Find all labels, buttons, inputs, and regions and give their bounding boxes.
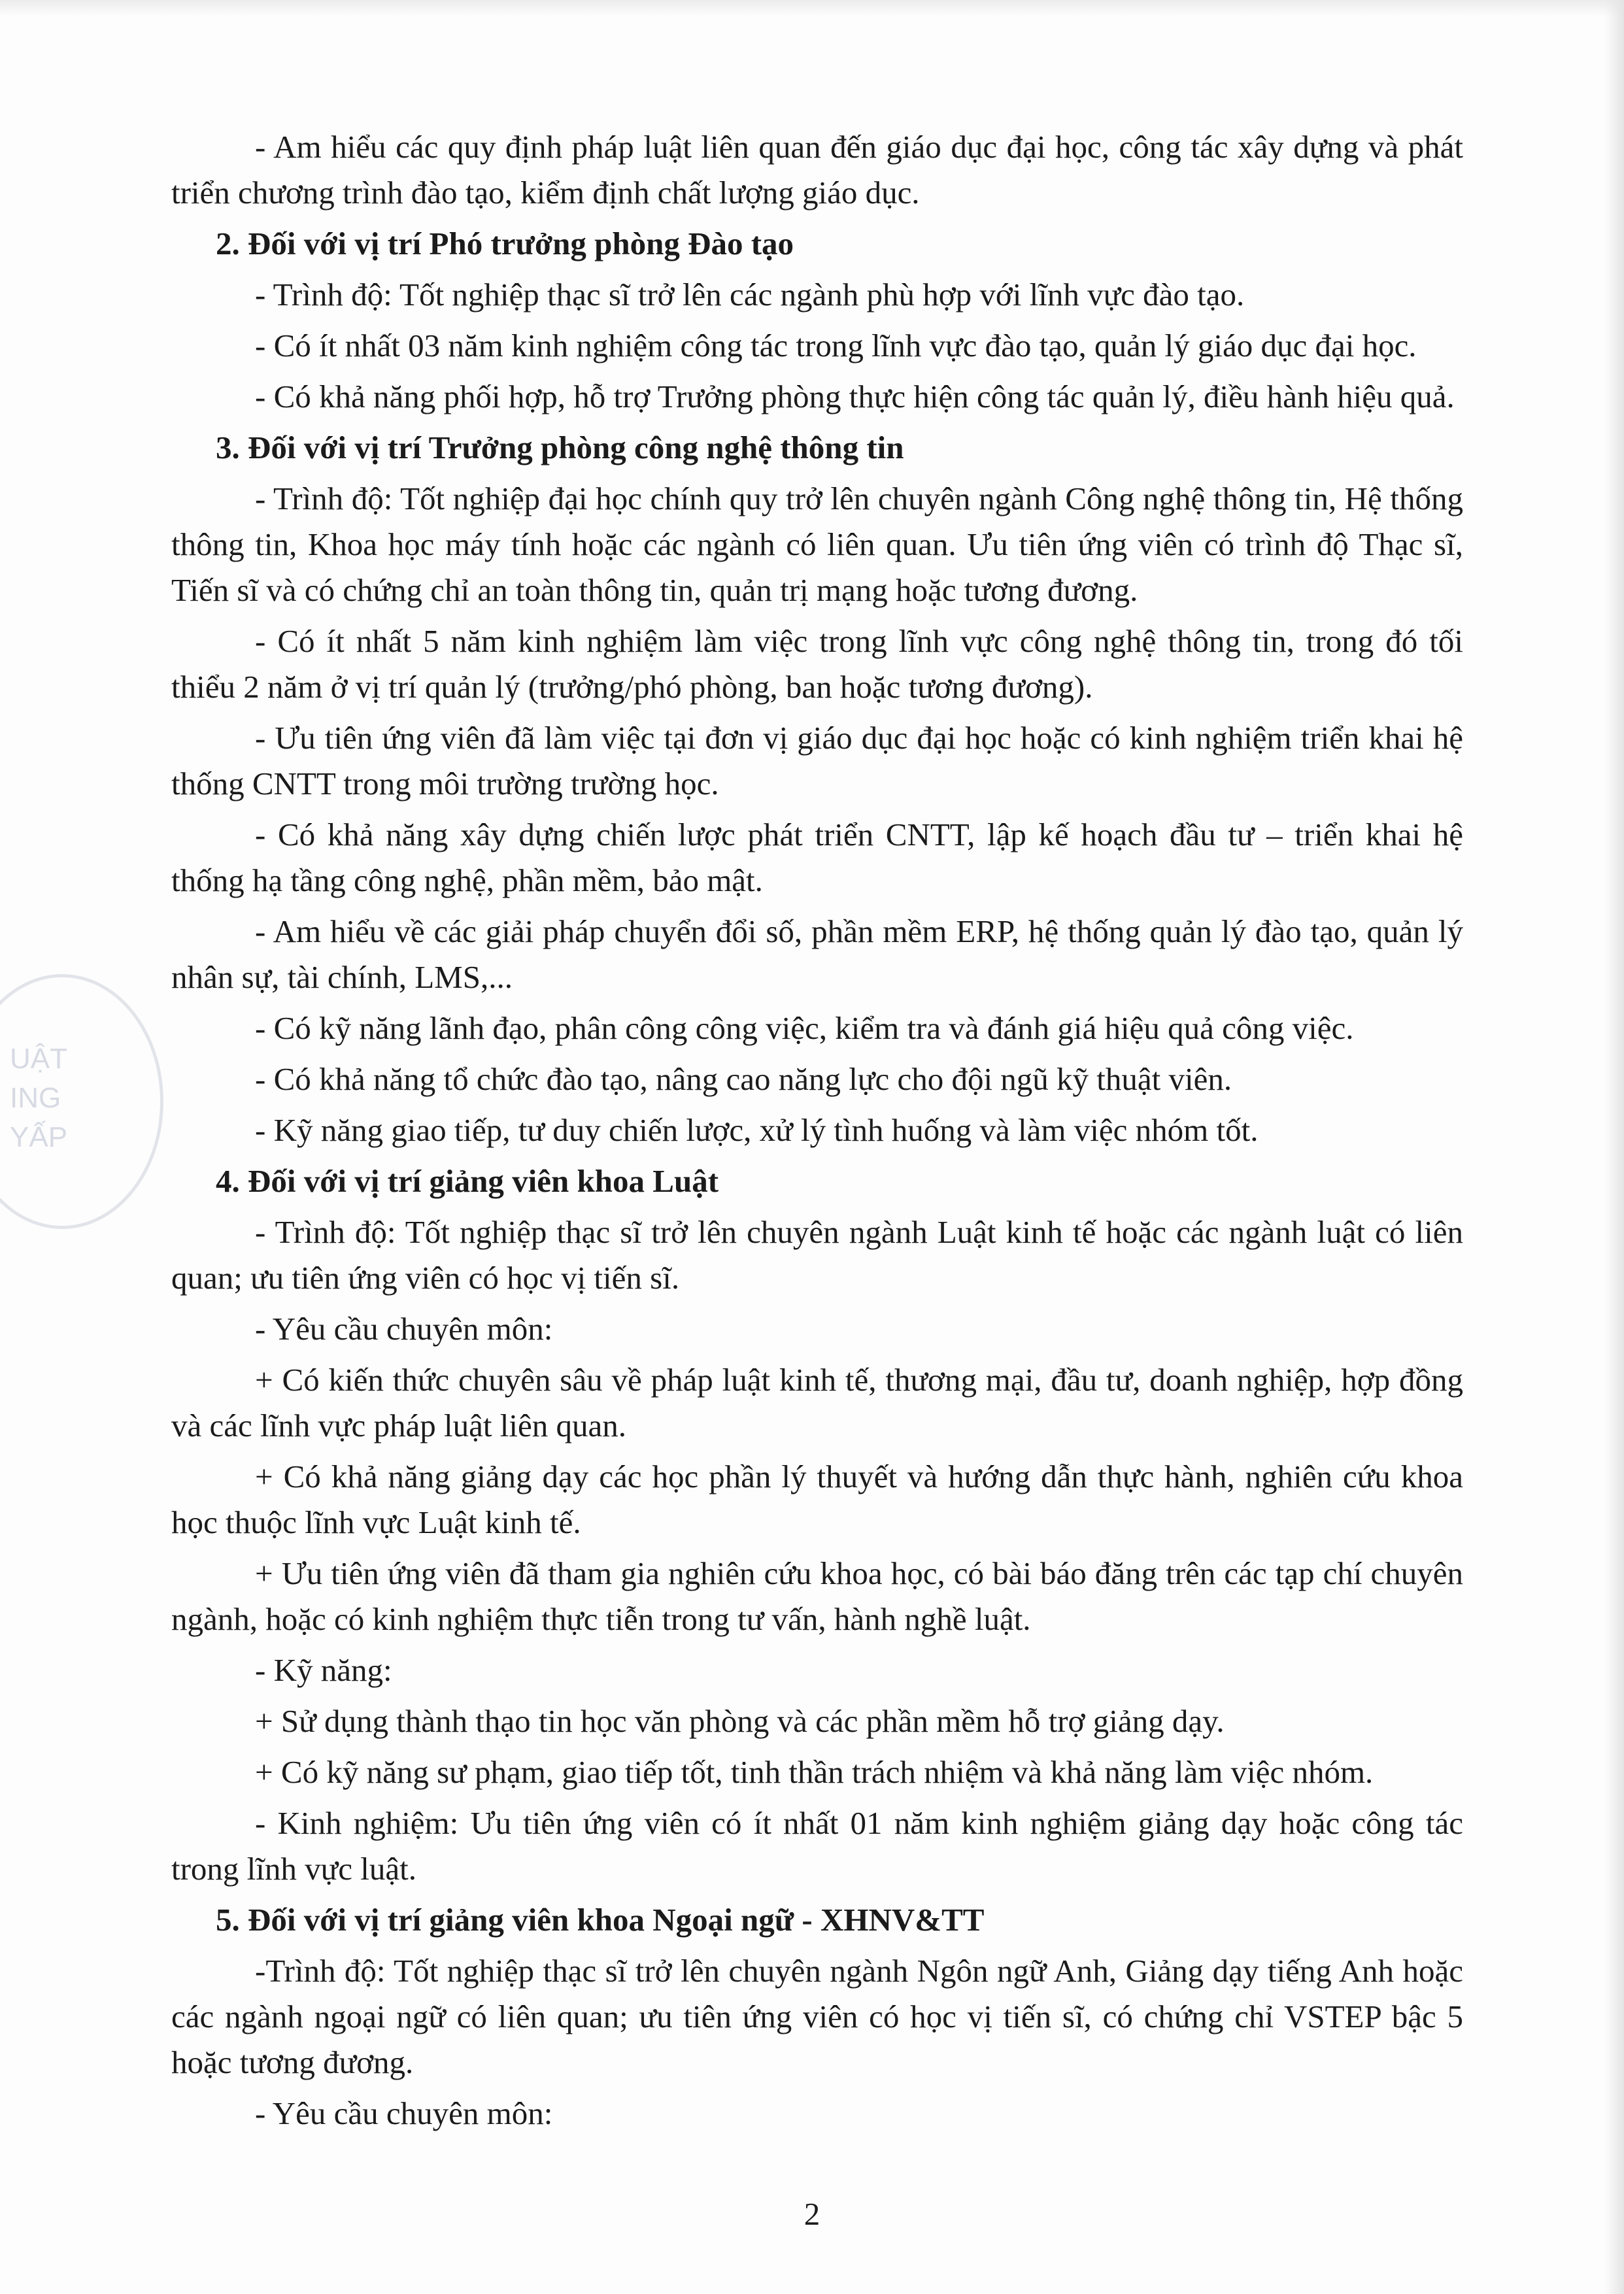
stamp-line: ING <box>10 1082 61 1114</box>
stamp-line: UẬT <box>10 1043 67 1075</box>
paragraph: - Kỹ năng: <box>255 1652 392 1688</box>
paragraph: + Có kiến thức chuyên sâu về pháp luật kinh tế, thương mại, đầu tư, doanh nghiệp, hợp đồng và các lĩnh vực pháp luật liên quan. <box>171 1362 1463 1443</box>
paragraph: - Có khả năng phối hợp, hỗ trợ Trưởng phòng thực hiện công tác quản lý, điều hành hiệu quả. <box>255 379 1455 414</box>
document-body <box>171 124 1463 2136</box>
scan-shadow-right <box>1604 0 1624 2294</box>
paragraph: - Ưu tiên ứng viên đã làm việc tại đơn vị giáo dục đại học hoặc có kinh nghiệm triển khai hệ thống CNTT trong môi trường trường học. <box>171 720 1463 801</box>
paragraph: + Có kỹ năng sư phạm, giao tiếp tốt, tinh thần trách nhiệm và khả năng làm việc nhóm. <box>255 1754 1374 1790</box>
paragraph: - Kỹ năng giao tiếp, tư duy chiến lược, xử lý tình huống và làm việc nhóm tốt. <box>255 1112 1259 1148</box>
paragraph: - Am hiểu về các giải pháp chuyển đổi số, phần mềm ERP, hệ thống quản lý đào tạo, quản lý nhân sự, tài chính, LMS,... <box>171 913 1463 995</box>
section-heading: 3. Đối với vị trí Trưởng phòng công nghệ thông tin <box>216 430 904 465</box>
paragraph: - Có ít nhất 03 năm kinh nghiệm công tác trong lĩnh vực đào tạo, quản lý giáo dục đại học. <box>255 328 1417 363</box>
paragraph: - Có khả năng tổ chức đào tạo, nâng cao năng lực cho đội ngũ kỹ thuật viên. <box>255 1061 1232 1097</box>
faded-stamp <box>0 974 163 1229</box>
paragraph: - Yêu cầu chuyên môn: <box>255 2095 553 2131</box>
paragraph: + Ưu tiên ứng viên đã tham gia nghiên cứu khoa học, có bài báo đăng trên các tạp chí chuyên ngành, hoặc có kinh nghiệm thực tiễn trong tư vấn, hành nghề luật. <box>171 1555 1463 1637</box>
stamp-line: YẤP <box>10 1121 68 1153</box>
paragraph: - Yêu cầu chuyên môn: <box>255 1311 553 1347</box>
paragraph: - Có ít nhất 5 năm kinh nghiệm làm việc trong lĩnh vực công nghệ thông tin, trong đó tối thiểu 2 năm ở vị trí quản lý (trưởng/phó phòng, ban hoặc tương đương). <box>171 623 1463 705</box>
paragraph: - Am hiểu các quy định pháp luật liên quan đến giáo dục đại học, công tác xây dựng và phát triển chương trình đào tạo, kiểm định chất lượng giáo dục. <box>171 129 1463 211</box>
section-heading: 2. Đối với vị trí Phó trưởng phòng Đào tạo <box>216 226 794 261</box>
scan-shadow-top <box>0 0 1624 17</box>
section-heading: 4. Đối với vị trí giảng viên khoa Luật <box>216 1163 719 1199</box>
paragraph: -Trình độ: Tốt nghiệp thạc sĩ trở lên chuyên ngành Ngôn ngữ Anh, Giảng dạy tiếng Anh hoặc các ngành ngoại ngữ có liên quan; ưu tiên ứng viên có học vị tiến sĩ, có chứng chỉ VSTEP bậc 5 hoặc tương đương. <box>171 1953 1463 2080</box>
paragraph: + Có khả năng giảng dạy các học phần lý thuyết và hướng dẫn thực hành, nghiên cứu khoa học thuộc lĩnh vực Luật kinh tế. <box>171 1459 1463 1540</box>
paragraph: - Trình độ: Tốt nghiệp đại học chính quy trở lên chuyên ngành Công nghệ thông tin, Hệ thống thông tin, Khoa học máy tính hoặc các ngành có liên quan. Ưu tiên ứng viên có trình độ Thạc sĩ, Tiến sĩ và có chứng chỉ an toàn thông tin, quản trị mạng hoặc tương đương. <box>171 481 1463 608</box>
paragraph: - Trình độ: Tốt nghiệp thạc sĩ trở lên các ngành phù hợp với lĩnh vực đào tạo. <box>255 277 1245 312</box>
paragraph: + Sử dụng thành thạo tin học văn phòng và các phần mềm hỗ trợ giảng dạy. <box>255 1703 1225 1739</box>
section-heading: 5. Đối với vị trí giảng viên khoa Ngoại ngữ - XHNV&TT <box>216 1902 985 1938</box>
paragraph: - Có kỹ năng lãnh đạo, phân công công việc, kiểm tra và đánh giá hiệu quả công việc. <box>255 1010 1354 1046</box>
paragraph: - Kinh nghiệm: Ưu tiên ứng viên có ít nhất 01 năm kinh nghiệm giảng dạy hoặc công tác trong lĩnh vực luật. <box>171 1805 1463 1887</box>
stamp-text <box>10 1039 67 1157</box>
page-number: 2 <box>804 2196 820 2232</box>
paragraph: - Trình độ: Tốt nghiệp thạc sĩ trở lên chuyên ngành Luật kinh tế hoặc các ngành luật có liên quan; ưu tiên ứng viên có học vị tiến sĩ. <box>171 1214 1463 1296</box>
paragraph: - Có khả năng xây dựng chiến lược phát triển CNTT, lập kế hoạch đầu tư – triển khai hệ thống hạ tầng công nghệ, phần mềm, bảo mật. <box>171 817 1463 898</box>
